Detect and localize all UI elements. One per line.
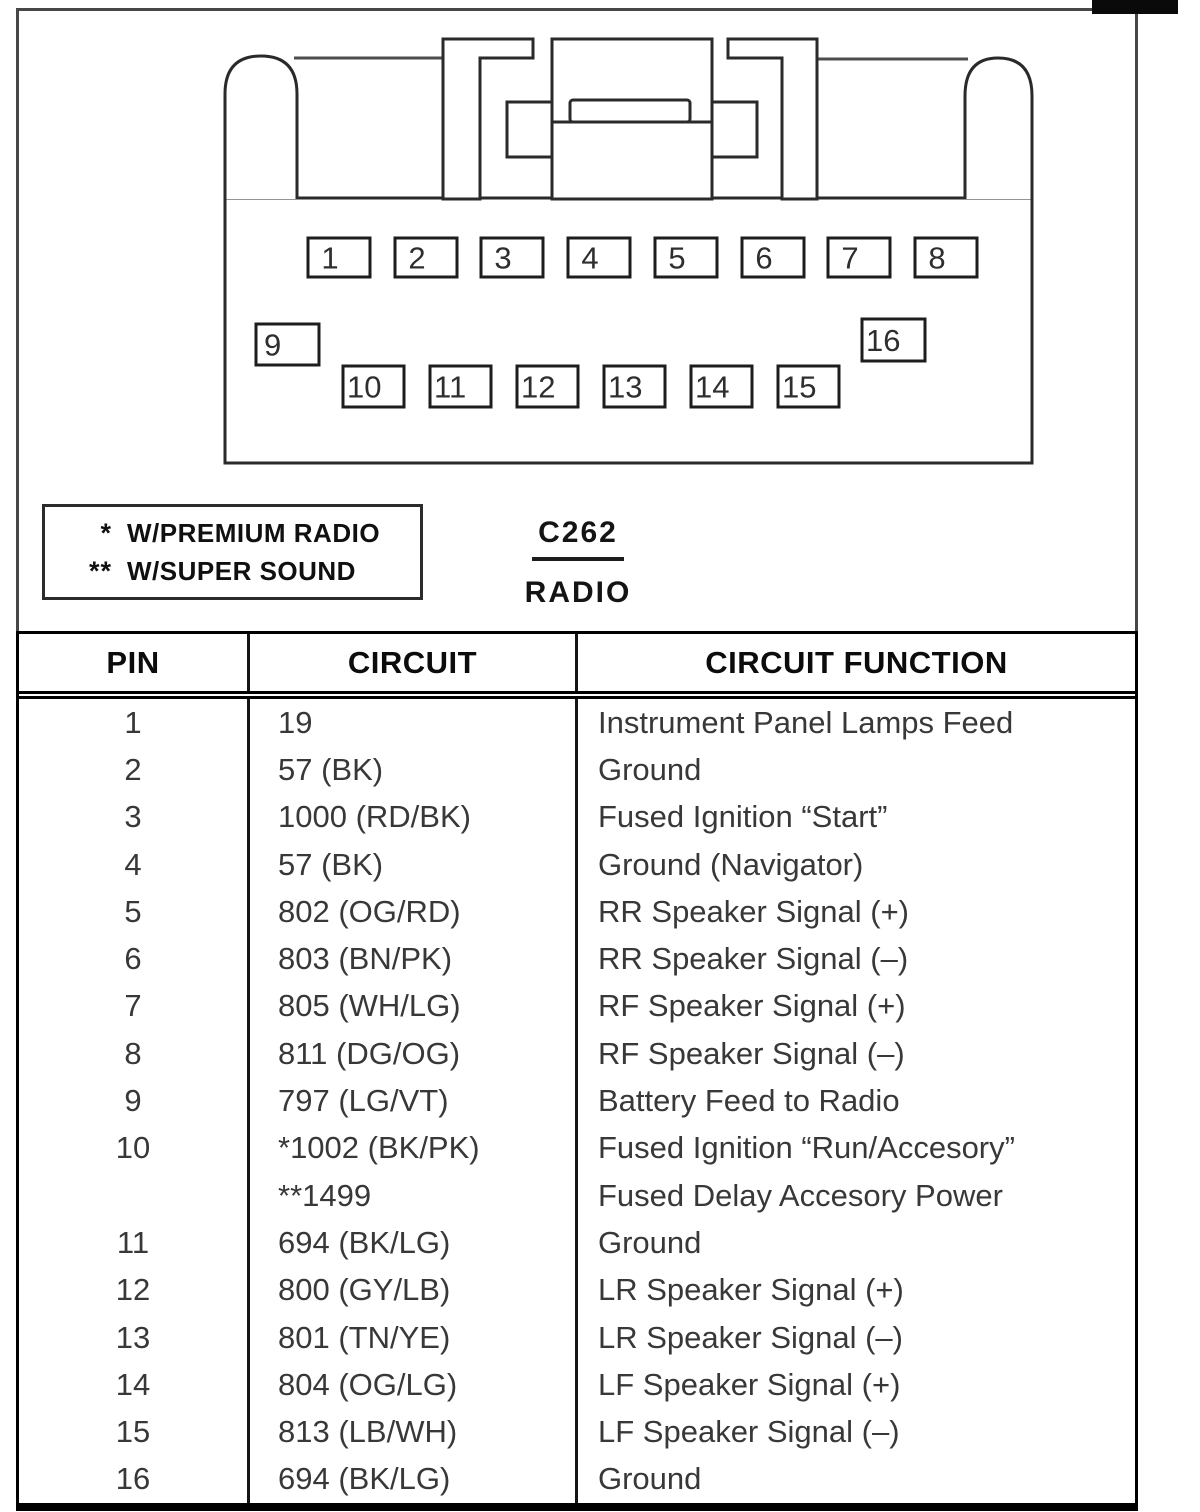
connector-left-ear (225, 56, 297, 199)
circuit-cell: 57 (BK) (247, 841, 575, 888)
connector-drawing (0, 0, 1200, 500)
connector-id (478, 516, 678, 561)
pin-number-label: 8 (928, 240, 946, 276)
circuit-cell: 811 (DG/OG) (247, 1030, 575, 1077)
pin-cell: 10 (115, 1130, 151, 1166)
pin-number-label: 9 (264, 327, 282, 363)
circuit-cell: 694 (BK/LG) (247, 1219, 575, 1266)
legend-box (42, 504, 423, 600)
table-row (19, 888, 1135, 935)
function-cell: RF Speaker Signal (+) (575, 983, 1135, 1030)
pin-cell: 3 (124, 799, 142, 835)
function-cell: Fused Ignition “Start” (575, 794, 1135, 841)
pin-box-2 (395, 238, 457, 277)
pin-number-label: 14 (695, 369, 730, 405)
legend-line-premium (45, 518, 420, 549)
table-row (19, 1408, 1135, 1455)
circuit-cell: 805 (WH/LG) (247, 983, 575, 1030)
table-row (19, 699, 1135, 746)
header-cell-circuit-function: CIRCUIT FUNCTION (575, 634, 1135, 691)
pinout-table (16, 631, 1138, 1511)
pin-number-label: 12 (521, 369, 556, 405)
pin-cell: 15 (115, 1414, 151, 1450)
connector-id-label: C262 (532, 516, 624, 561)
pin-box-8 (915, 238, 977, 277)
circuit-cell: 803 (BN/PK) (247, 935, 575, 982)
function-cell: RF Speaker Signal (–) (575, 1030, 1135, 1077)
connector-key-rib (570, 100, 690, 122)
pin-box-5 (655, 238, 717, 277)
pin-number-label: 15 (782, 369, 817, 405)
pin-number-label: 1 (321, 240, 339, 276)
table-row (19, 935, 1135, 982)
pin-box-4 (568, 238, 630, 277)
pin-number-label: 3 (494, 240, 512, 276)
table-row (19, 1361, 1135, 1408)
table-row (19, 1456, 1135, 1503)
function-cell: Battery Feed to Radio (575, 1077, 1135, 1124)
pin-cell: 1 (124, 704, 142, 740)
circuit-cell: 802 (OG/RD) (247, 888, 575, 935)
header-cell-circuit: CIRCUIT (247, 634, 575, 691)
table-row (19, 1314, 1135, 1361)
connector-name-label: RADIO (524, 576, 632, 609)
double-asterisk-symbol: ** (88, 555, 112, 586)
pin-cell: 5 (124, 893, 142, 929)
pin-number-label: 6 (755, 240, 773, 276)
pin-cell: 14 (115, 1366, 151, 1402)
circuit-cell: 804 (OG/LG) (247, 1361, 575, 1408)
circuit-cell: 57 (BK) (247, 746, 575, 793)
pin-cell: 8 (124, 1035, 142, 1071)
circuit-cell: *1002 (BK/PK) (247, 1125, 575, 1172)
circuit-cell: 801 (TN/YE) (247, 1314, 575, 1361)
table-row (19, 1172, 1135, 1219)
connector-key-block (552, 122, 712, 199)
function-cell: Ground (575, 1456, 1135, 1503)
function-cell: Ground (Navigator) (575, 841, 1135, 888)
pin-number-label: 2 (408, 240, 426, 276)
circuit-cell: 797 (LG/VT) (247, 1077, 575, 1124)
table-body (19, 699, 1135, 1503)
pin-cell: 6 (124, 941, 142, 977)
pin-cell: 12 (115, 1272, 151, 1308)
function-cell: RR Speaker Signal (–) (575, 935, 1135, 982)
function-cell: Fused Ignition “Run/Accesory” (575, 1125, 1135, 1172)
connector-right-ear (965, 58, 1032, 199)
pin-box-3 (481, 238, 543, 277)
pin-cell: 7 (124, 988, 142, 1024)
table-header-row (19, 634, 1135, 699)
circuit-cell: **1499 (247, 1172, 575, 1219)
legend-line-super-sound (45, 556, 420, 587)
pin-number-label: 4 (581, 240, 599, 276)
table-row (19, 841, 1135, 888)
legend-label: W/SUPER SOUND (127, 555, 356, 586)
pin-cell: 4 (124, 846, 142, 882)
pin-number-label: 16 (866, 323, 901, 358)
table-row (19, 1030, 1135, 1077)
header-cell-pin: PIN (106, 644, 160, 680)
function-cell: LR Speaker Signal (+) (575, 1267, 1135, 1314)
circuit-cell: 19 (247, 699, 575, 746)
table-row (19, 1125, 1135, 1172)
function-cell: LR Speaker Signal (–) (575, 1314, 1135, 1361)
table-row (19, 746, 1135, 793)
pin-cell: 9 (124, 1083, 142, 1119)
function-cell: RR Speaker Signal (+) (575, 888, 1135, 935)
function-cell: Fused Delay Accesory Power (575, 1172, 1135, 1219)
pin-box-1 (308, 238, 370, 277)
table-row (19, 1077, 1135, 1124)
pin-cell (19, 1172, 247, 1219)
pin-number-label: 5 (668, 240, 686, 276)
function-cell: Instrument Panel Lamps Feed (575, 699, 1135, 746)
function-cell: LF Speaker Signal (–) (575, 1408, 1135, 1455)
pin-cell: 16 (115, 1461, 151, 1497)
table-row (19, 1219, 1135, 1266)
pin-cell: 2 (124, 751, 142, 787)
table-row (19, 1267, 1135, 1314)
asterisk-symbol: * (100, 517, 112, 548)
table-row (19, 983, 1135, 1030)
pin-box-7 (828, 238, 890, 277)
pin-number-label: 11 (434, 369, 467, 405)
pin-number-label: 10 (347, 369, 382, 405)
circuit-cell: 1000 (RD/BK) (247, 794, 575, 841)
pin-cell: 11 (116, 1224, 150, 1260)
pin-number-label: 13 (608, 369, 643, 405)
function-cell: Ground (575, 1219, 1135, 1266)
circuit-cell: 694 (BK/LG) (247, 1456, 575, 1503)
circuit-cell: 813 (LB/WH) (247, 1408, 575, 1455)
pin-cell: 13 (115, 1319, 151, 1355)
circuit-cell: 800 (GY/LB) (247, 1267, 575, 1314)
function-cell: LF Speaker Signal (+) (575, 1361, 1135, 1408)
pin-box-6 (742, 238, 804, 277)
function-cell: Ground (575, 746, 1135, 793)
table-row (19, 794, 1135, 841)
legend-label: W/PREMIUM RADIO (127, 517, 381, 548)
pin-number-label: 7 (841, 240, 859, 276)
